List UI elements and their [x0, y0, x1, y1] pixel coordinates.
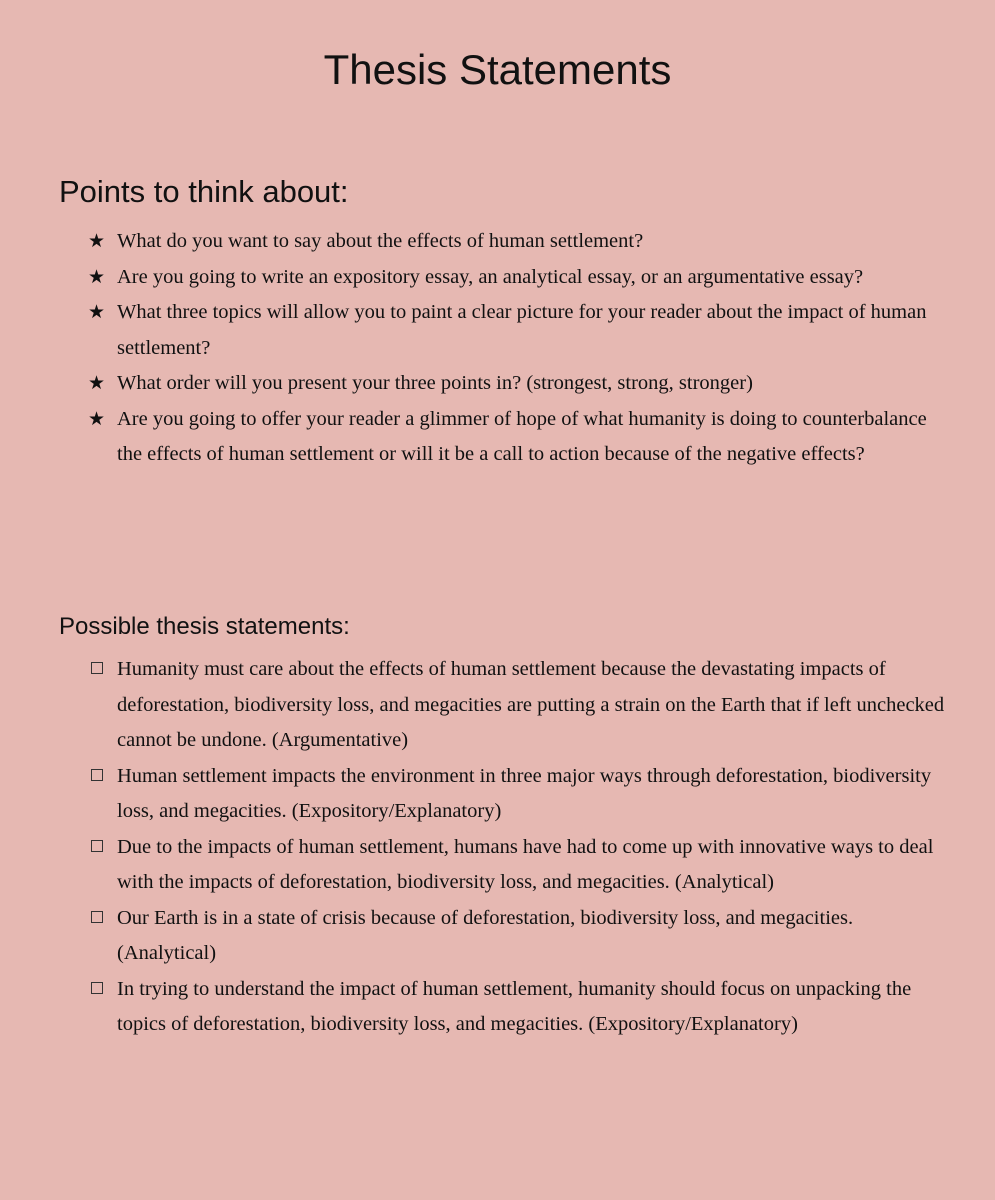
point-text: What order will you present your three points in? (strongest, strong, stronger) — [117, 372, 753, 394]
thesis-list-item — [88, 901, 948, 972]
points-heading: Points to think about: — [59, 174, 349, 209]
thesis-list-item — [88, 972, 948, 1043]
thesis-text: Due to the impacts of human settlement, humans have had to come up with innovative ways to deal with the impacts of deforestation, biodiversity loss, and megacities. (Analytical) — [117, 835, 934, 893]
star-bullet-icon: ★ — [88, 372, 106, 394]
point-text: Are you going to offer your reader a glimmer of hope of what humanity is doing to counterbalance the effects of human settlement or will it be a call to action because of the negative effects? — [117, 407, 927, 465]
checkbox-icon[interactable] — [91, 982, 103, 994]
points-list-item — [88, 260, 948, 296]
page-title: Thesis Statements — [323, 46, 672, 93]
thesis-text: In trying to understand the impact of human settlement, humanity should focus on unpacking the topics of deforestation, biodiversity loss, and megacities. (Expository/Explanatory) — [117, 977, 912, 1035]
thesis-text: Humanity must care about the effects of human settlement because the devastating impacts of deforestation, biodiversity loss, and megacities are putting a strain on the Earth that if left unchecked cannot be undone. (Argumentative) — [117, 658, 945, 751]
point-text: What do you want to say about the effects of human settlement? — [117, 230, 644, 252]
point-text: What three topics will allow you to paint a clear picture for your reader about the impact of human settlement? — [117, 301, 927, 359]
star-bullet-icon: ★ — [88, 407, 106, 430]
thesis-list-item — [88, 830, 948, 901]
point-text: Are you going to write an expository essay, an analytical essay, or an argumentative essay? — [117, 265, 864, 288]
thesis-list — [88, 652, 948, 1043]
points-list-item — [88, 402, 948, 473]
star-bullet-icon: ★ — [88, 230, 106, 252]
points-list-item — [88, 224, 948, 260]
thesis-list-item — [88, 759, 948, 830]
points-list-item — [88, 295, 948, 366]
star-bullet-icon: ★ — [88, 301, 106, 323]
thesis-text: Human settlement impacts the environment in three major ways through deforestation, biodiversity loss, and megacities. (Expository/Explanatory) — [117, 764, 932, 822]
points-list — [88, 224, 948, 473]
star-bullet-icon: ★ — [88, 265, 106, 288]
thesis-list-item — [88, 652, 948, 759]
thesis-text: Our Earth is in a state of crisis because of deforestation, biodiversity loss, and megacities. (Analytical) — [117, 906, 854, 964]
points-list-item — [88, 366, 948, 402]
checkbox-icon[interactable] — [91, 662, 103, 674]
checkbox-icon[interactable] — [91, 911, 103, 923]
checkbox-icon[interactable] — [91, 840, 103, 852]
thesis-heading: Possible thesis statements: — [59, 613, 350, 640]
checkbox-icon[interactable] — [91, 769, 103, 781]
